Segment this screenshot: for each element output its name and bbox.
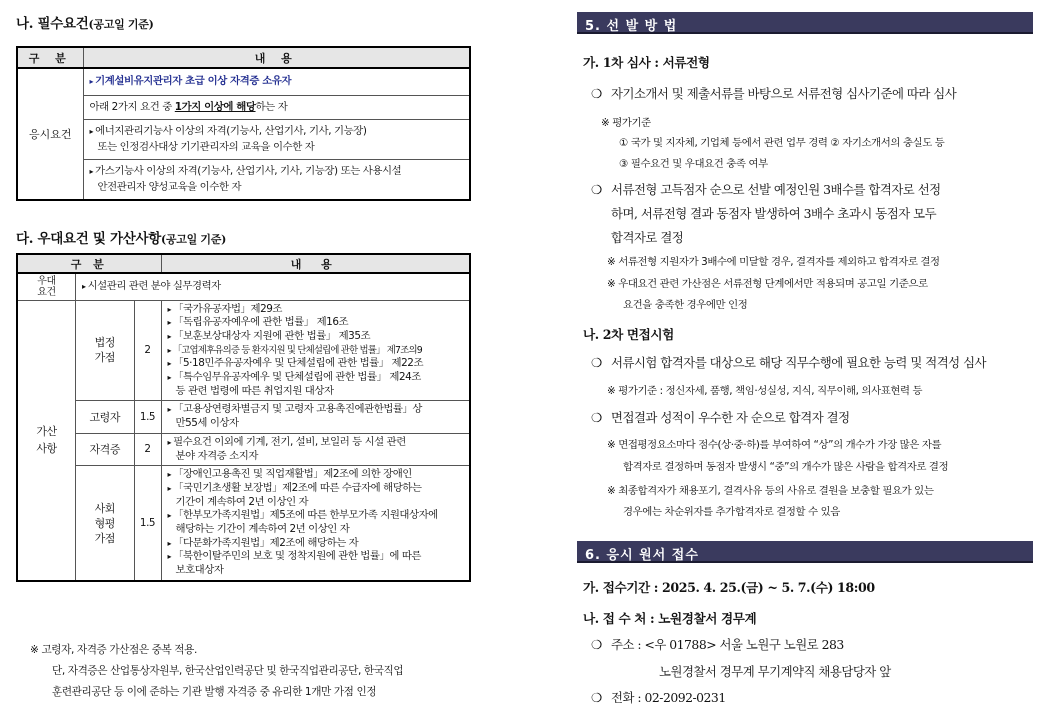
application-place: 나. 접 수 처 : 노원경찰서 경무계 [583,611,757,626]
extra-row-points-0: 2 [134,300,161,401]
circle-bullet-icon: ❍ [591,690,602,705]
footnote [30,640,480,703]
list-item: ▸ 「5·18민주유공자예우 및 단체설립에 관한 법률」 제22조 [168,357,466,371]
footnote-line-1: ※ 고령자, 자격증 가산점은 중복 적용. [30,644,197,656]
extra-row-points-3: 1.5 [134,466,161,581]
stage-2-item-2 [591,408,850,426]
stage-1-item-2-line-2: 하며, 서류전형 결과 동점자 발생하여 3배수 초과시 동점자 모두 [611,206,937,221]
req-row-label: 응시요건 [17,68,83,200]
req-line-2-pre: 아래 2가지 요건 중 [89,100,175,113]
stage-1-item-2-line-3: 합격자로 결정 [611,230,684,245]
extra-row-name-2: 자격증 [76,433,135,465]
stage-2-item-1-text: 서류시험 합격자를 대상으로 해당 직무수행에 필요한 능력 및 적격성 심사 [611,355,987,370]
preference-heading-text: 다. 우대요건 및 가산사항 [16,231,162,247]
required-heading-text: 나. 필수요건 [16,16,89,32]
address-line-1 [591,635,844,653]
list-item: ▸ 필수요건 이외에 기계, 전기, 설비, 보일러 등 시설 관련 [168,436,466,450]
application-period: 가. 접수기간 : 2025. 4. 25.(금) ~ 5. 7.(수) 18:00 [583,580,875,595]
phone-line [591,688,726,706]
extra-row-name-0: 법정 가점 [76,300,135,401]
stage-2-note-2b: 합격자로 결정하며 동점자 발생시 “중”의 개수가 많은 사람을 합격자로 결정 [623,461,949,473]
required-heading-note: (공고일 기준) [88,18,154,31]
req-col-content: 내 용 [83,47,470,68]
phone-text: 전화 : 02-2092-0231 [611,690,726,705]
req-energy-b: 또는 인정검사대상 기기관리자의 교육을 이수한 자 [97,140,315,153]
list-item: 만55세 이상자 [175,417,239,430]
pref-col-content: 내 용 [161,254,470,273]
list-item: ▸ 「특수임무유공자예우 및 단체설립에 관한 법률」 제24조 [168,371,466,385]
stage-2-item-2-text: 면접결과 성적이 우수한 자 순으로 합격자 결정 [611,410,850,425]
req-col-category: 구 분 [17,47,83,68]
list-item: ▸ 「국가유공자법」제29조 [168,303,466,317]
stage-1-criteria-head: ※ 평가기준 [601,117,651,129]
list-item: ▸ 「고엽제후유의증 등 환자지원 및 단체설립에 관한 법률」 제7조의9 [168,344,466,358]
stage-1-note-3b: 요건을 충족한 경우에만 인정 [623,299,748,311]
stage-1-criteria-a: ① 국가 및 지자체, 기업체 등에서 관련 업무 경력 ② 자기소개서의 충실도 등 [619,137,945,149]
req-line-3 [83,120,470,160]
req-license-text: ▸ 기계설비유지관리자 초급 이상 자격증 소유자 [90,75,292,87]
stage-1-item-2 [591,180,941,198]
stage-2-criteria: ※ 평가기준 : 정신자세, 품행, 책임·성실성, 지식, 직무이해, 의사표현력 등 [607,385,923,397]
stage-1-item-2-line-1: 서류전형 고득점자 순으로 선발 예정인원 3배수를 합격자로 선정 [611,182,941,197]
list-item: 분야 자격증 소지자 [175,449,258,462]
extra-row-name-1: 고령자 [76,401,135,433]
extra-row-name-3: 사회 형평 가점 [76,466,135,581]
preference-heading-note: (공고일 기준) [161,233,226,246]
extra-label: 가산 사항 [17,300,76,581]
list-item: ▸ 「북한이탈주민의 보호 및 정착지원에 관한 법률」에 따른 [168,550,466,564]
extra-row-points-1: 1.5 [134,401,161,433]
pref-label: 우대 요건 [17,273,76,300]
pref-item [76,273,471,300]
list-item: ▸ 「국민기초생활 보장법」제2조에 따른 수급자에 해당하는 [168,482,466,496]
list-item: 기간이 계속하여 2년 이상인 자 [175,495,309,508]
req-line-2-underlined: 1가지 이상에 해당 [174,100,256,113]
stage-2-item-1 [591,353,986,371]
list-item: ▸ 「한부모가족지원법」제5조에 따른 한부모가족 지원대상자에 [168,509,466,523]
stage-2-heading: 나. 2차 면접시험 [583,327,674,342]
extra-row-items-0 [161,300,470,401]
stage-1-item-1 [591,84,956,102]
circle-bullet-icon: ❍ [591,86,602,101]
stage-1-note-2: ※ 서류전형 지원자가 3배수에 미달할 경우, 결격자를 제외하고 합격자로 결정 [607,256,940,268]
req-line-2 [83,95,470,120]
extra-row-items-3 [161,466,470,581]
stage-1-heading: 가. 1차 심사 : 서류전형 [583,55,710,70]
list-item: 보호대상자 [175,564,224,577]
extra-row-items-1 [161,401,470,433]
list-item: ▸ 「보훈보상대상자 지원에 관한 법률」 제35조 [168,330,466,344]
list-item: 등 관련 법령에 따른 취업지원 대상자 [175,384,334,397]
stage-1-item-1-text: 자기소개서 및 제출서류를 바탕으로 서류전형 심사기준에 따라 심사 [611,86,957,101]
footnote-line-3: 훈련관리공단 등 이에 준하는 기관 발행 자격증 중 유리한 1개만 가점 인정 [52,686,377,698]
address-text: 주소 : <우 01788> 서울 노원구 노원로 283 [611,637,844,652]
section-5-bar: 5. 선 발 방 법 [577,12,1033,34]
list-item: ▸ 「독립유공자예우에 관한 법률」 제16조 [168,316,466,330]
circle-bullet-icon: ❍ [591,182,602,197]
stage-2-note-3a: ※ 최종합격자가 채용포기, 결격사유 등의 사유로 결원을 보충할 필요가 있는 [607,485,934,497]
list-item: ▸ 「다문화가족지원법」제2조에 해당하는 자 [168,537,466,551]
extra-row-points-2: 2 [134,433,161,465]
req-gas-a: ▸ 가스기능사 이상의 자격(기능사, 산업기사, 기사, 기능장) 또는 사용시설 [90,164,464,180]
section-6-bar: 6. 응시 원서 접수 [577,541,1033,563]
req-gas-b: 안전관리자 양성교육을 이수한 자 [97,180,242,193]
req-line-1 [83,68,470,95]
req-line-4 [83,160,470,201]
circle-bullet-icon: ❍ [591,355,602,370]
list-item: ▸ 「고용상연령차별금지 및 고령자 고용촉진에관한법률」상 [168,403,466,417]
pref-item-text: ▸ 시설관리 관련 분야 실무경력자 [82,280,221,292]
req-energy-a: ▸ 에너지관리기능사 이상의 자격(기능사, 산업기사, 기사, 기능장) [90,124,464,140]
required-heading [16,12,153,32]
footnote-line-2: 단, 자격증은 산업통상자원부, 한국산업인력공단 및 한국직업관리공단, 한국직업 [52,665,404,677]
circle-bullet-icon: ❍ [591,410,602,425]
left-column [16,0,471,714]
right-column [577,0,1034,714]
preference-table [16,253,471,582]
req-line-2-post: 하는 자 [255,100,288,113]
extra-row-items-2 [161,433,470,465]
list-item: 해당하는 기간이 계속하여 2년 이상인 자 [175,523,350,536]
stage-2-note-3b: 경우에는 차순위자를 추가합격자로 결정할 수 있음 [623,506,840,518]
stage-1-note-3a: ※ 우대요건 관련 가산점은 서류전형 단계에서만 적용되며 공고일 기준으로 [607,278,928,290]
preference-heading [16,227,226,247]
stage-1-criteria-b: ③ 필수요건 및 우대요건 충족 여부 [619,158,768,170]
requirements-table [16,46,471,201]
pref-col-category: 구 분 [17,254,161,273]
address-line-2: 노원경찰서 경무계 무기계약직 채용담당자 앞 [659,664,891,679]
circle-bullet-icon: ❍ [591,637,602,652]
list-item: ▸ 「장애인고용촉진 및 직업재활법」제2조에 의한 장애인 [168,468,466,482]
stage-2-note-2a: ※ 면접평정요소마다 점수(상·중·하)를 부여하여 “상”의 개수가 가장 많은 자를 [607,439,942,451]
